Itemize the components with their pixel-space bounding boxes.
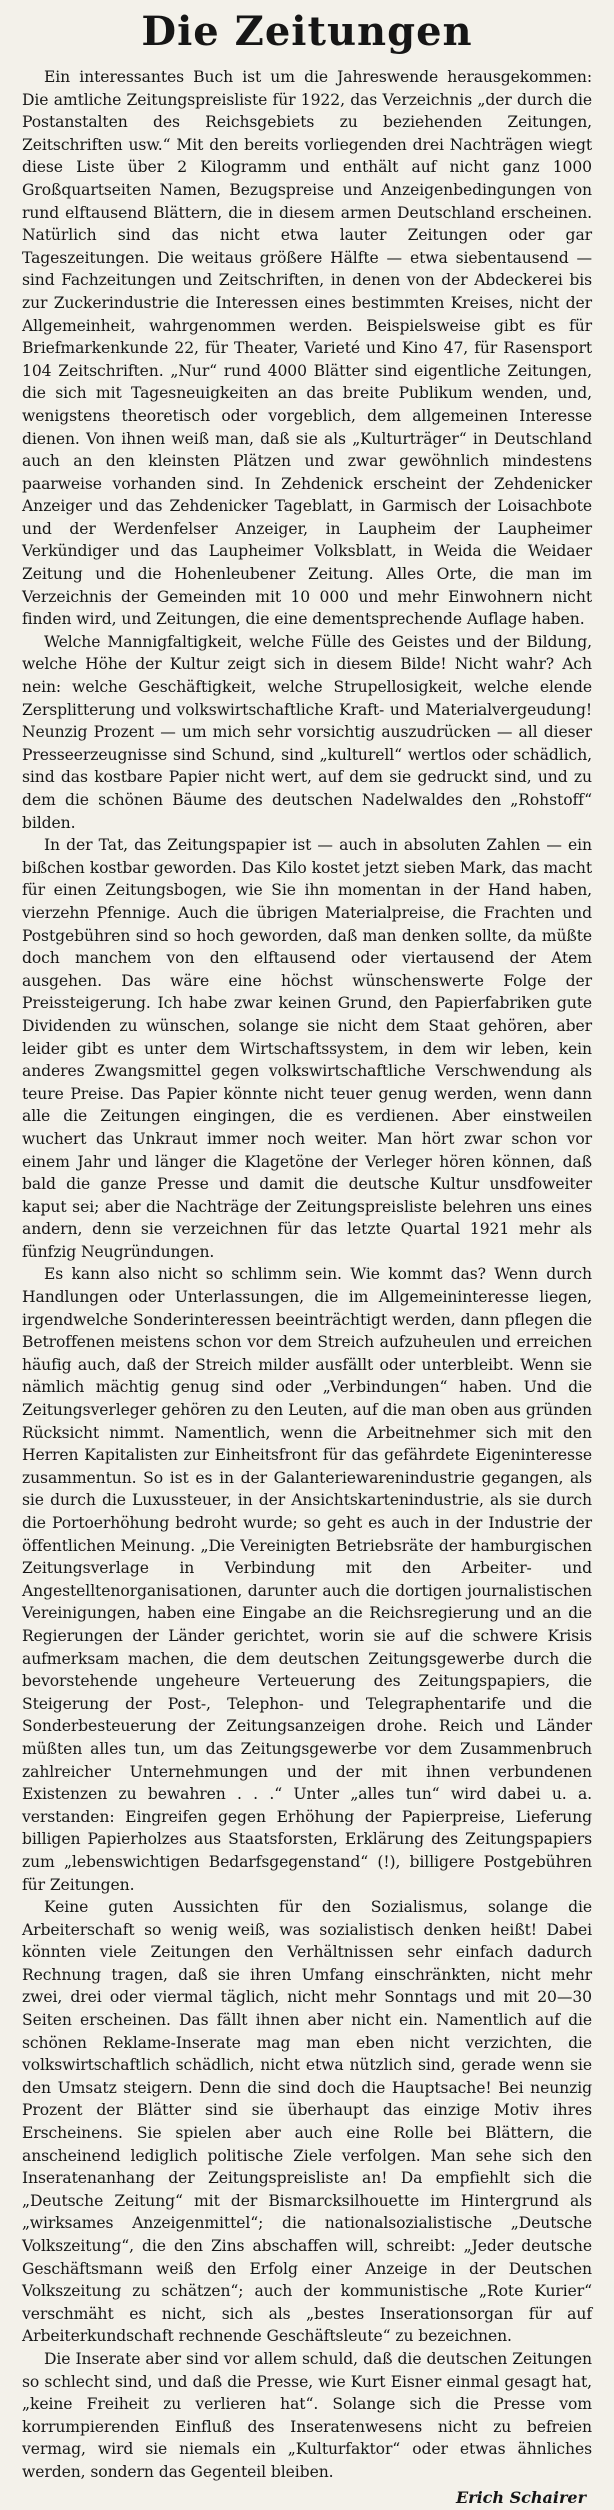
article-title: Die Zeitungen (141, 8, 473, 55)
paragraph: Keine guten Aussichten für den Sozialismus, solange die Arbeiterschaft so wenig weiß, was sozialistisch denken heißt! Dabei könnten viele Zeitungen den Verhältnissen sehr einfach dadurch Rechnung tragen, daß sie ihren Umfang einschränkten, nicht mehr zwei, drei oder viermal täglich, nicht mehr Sonntags und mit 20—30 Seiten erscheinen. Das fällt ihnen aber nicht ein. Namentlich auf die schönen Reklame-Inserate mag man eben nicht verzichten, die volkswirtschaftlich schädlich, nicht etwa nützlich sind, gerade wenn sie den Umsatz steigern. Denn die sind doch die Hauptsache! Bei neunzig Prozent der Blätter sind sie überhaupt das einzige Motiv ihres Erscheinens. Sie spielen aber auch eine Rolle bei Blättern, die anscheinend lediglich politische Ziele verfolgen. Man sehe sich den Inseratenanhang der Zeitungspreisliste an! Da empfiehlt sich die „Deutsche Zeitung“ mit der Bismarcksilhouette im Hintergrund als „wirksames Anzeigenmittel“; die nationalsozialistische „Deutsche Volkszeitung“, die den Zins abschaffen will, schreibt: „Jeder deutsche Geschäftsmann weiß den Erfolg einer Anzeige in der Deutschen Volkszeitung zu schätzen“; auch der kommunistische „Rote Kurier“ verschmäht es nicht, sich als „bestes Inserationsorgan für auf Arbeiterkundschaft rechnende Geschäftsleute“ zu bezeichnen. (22, 1898, 592, 2346)
article-body (22, 66, 592, 2484)
paragraph: Ein interessantes Buch ist um die Jahreswende herausgekommen: Die amtliche Zeitungspreisliste für 1922, das Verzeichnis „der durch die Postanstalten des Reichsgebiets zu beziehenden Zeitungen, Zeitschriften usw.“ Mit den bereits vorliegenden drei Nachträgen wiegt diese Liste über 2 Kilogramm und enthält auf nicht ganz 1000 Großquartseiten Namen, Bezugspreise und Anzeigenbedingungen von rund elftausend Blättern, die in diesem armen Deutschland erscheinen. Natürlich sind das nicht etwa lauter Zeitungen oder gar Tageszeitungen. Die weitaus größere Hälfte — etwa siebentausend — sind Fachzeitungen und Zeitschriften, in denen von der Abdeckerei bis zur Zuckerindustrie die Interessen eines bestimmten Kreises, nicht der Allgemeinheit, wahrgenommen werden. Beispielsweise gibt es für Briefmarkenkunde 22, für Theater, Varieté und Kino 47, für Rasensport 104 Zeitschriften. „Nur“ rund 4000 Blätter sind eigentliche Zeitungen, die sich mit Tagesneuigkeiten an das breite Publikum wenden, und, wenigstens theoretisch oder vorgeblich, dem allgemeinen Interesse dienen. Von ihnen weiß man, daß sie als „Kulturträger“ in Deutschland auch an den kleinsten Plätzen und zwar gewöhnlich mindestens paarweise vorhanden sind. In Zehdenick erscheint der Zehdenicker Anzeiger und das Zehdenicker Tageblatt, in Garmisch der Loisachbote und der Werdenfelser Anzeiger, in Laupheim der Laupheimer Verkündiger und das Laupheimer Volksblatt, in Weida die Weidaer Zeitung und die Hohenleubener Zeitung. Alles Orte, die man im Verzeichnis der Gemeinden mit 10 000 und mehr Einwohnern nicht finden wird, und Zeitungen, die eine dementsprechende Auflage haben. (22, 68, 592, 629)
paragraph: Die Inserate aber sind vor allem schuld, daß die deutschen Zeitungen so schlecht sind, und daß die Presse, wie Kurt Eisner einmal gesagt hat, „keine Freiheit zu verlieren hat“. Solange sich die Presse vom korrumpierenden Einfluß des Inseratenwesens nicht zu befreien vermag, wird sie niemals ein „Kulturfaktor“ oder etwas ähnliches werden, sondern das Gegenteil bleiben. (22, 2349, 592, 2481)
author-byline: Erich Schairer (455, 2487, 586, 2507)
paragraph: In der Tat, das Zeitungspapier ist — auch in absoluten Zahlen — ein bißchen kostbar geworden. Das Kilo kostet jetzt sieben Mark, das macht für einen Zeitungsbogen, wie Sie ihn momentan in der Hand haben, vierzehn Pfennige. Auch die übrigen Materialpreise, die Frachten und Postgebühren sind so hoch geworden, daß man denken sollte, da müßte doch manchem von den elftausend oder viertausend der Atem ausgehen. Das wäre eine höchst wünschenswerte Folge der Preissteigerung. Ich habe zwar keinen Grund, den Papierfabriken gute Dividenden zu wünschen, solange sie nicht dem Staat gehören, aber leider gibt es unter dem Wirtschaftssystem, in dem wir leben, kein anderes Zwangsmittel gegen volkswirtschaftliche Verschwendung als teure Preise. Das Papier könnte nicht teuer genug werden, wenn dann alle die Zeitungen eingingen, die es verdienen. Aber einstweilen wuchert das Unkraut immer noch weiter. Man hört zwar schon vor einem Jahr und länger die Klagetöne der Verleger hören können, daß bald die ganze Presse und damit die deutsche Kultur unsdfoweiter kaput sei; aber die Nachträge der Zeitungspreisliste belehren uns eines andern, denn sie verzeichnen für das letzte Quartal 1921 mehr als fünfzig Neugründungen. (22, 836, 592, 1261)
paragraph: Welche Mannigfaltigkeit, welche Fülle des Geistes und der Bildung, welche Höhe der Kultur zeigt sich in diesem Bilde! Nicht wahr? Ach nein: welche Geschäftigkeit, welche Strupellosigkeit, welche elende Zersplitterung und volkswirtschaftliche Kraft- und Materialvergeudung! Neunzig Prozent — um mich sehr vorsichtig auszudrücken — all dieser Presseerzeugnisse sind Schund, sind „kulturell“ wertlos oder schädlich, sind das kostbare Papier nicht wert, auf dem sie gedruckt sind, und zu dem die schönen Bäume des deutschen Nadelwaldes den „Rohstoff“ bilden. (22, 632, 592, 832)
paragraph: Es kann also nicht so schlimm sein. Wie kommt das? Wenn durch Handlungen oder Unterlassungen, die im Allgemeininteresse liegen, irgendwelche Sonderinteressen beeinträchtigt werden, dann pflegen die Betroffenen meistens schon vor dem Streich aufzuheulen und erreichen häufig auch, daß der Streich milder ausfällt oder unterbleibt. Wenn sie nämlich mächtig genug sind oder „Verbindungen“ haben. Und die Zeitungsverleger gehören zu den Leuten, auf die man oben aus gründen Rücksicht nimmt. Namentlich, wenn die Arbeitnehmer sich mit den Herren Kapitalisten zur Einheitsfront für das gefährdete Eigeninteresse zusammentun. So ist es in der Galanteriewarenindustrie gegangen, als sie durch die Luxussteuer, in der Ansichtskartenindustrie, als sie durch die Portoerhöhung bedroht wurde; so geht es auch in der Industrie der öffentlichen Meinung. „Die Vereinigten Betriebsräte der hamburgischen Zeitungsverlage in Verbindung mit den Arbeiter- und Angestelltenorganisationen, darunter auch die dortigen journalistischen Vereinigungen, haben eine Eingabe an die Reichsregierung und an die Regierungen der Länder gerichtet, worin sie auf die schwere Krisis aufmerksam machen, die dem deutschen Zeitungsgewerbe durch die bevorstehende ungeheure Verteuerung des Zeitungspapiers, die Steigerung der Post-, Telephon- und Telegraphentarife und die Sonderbesteuerung der Zeitungsanzeigen drohe. Reich und Länder müßten alles tun, um das Zeitungsgewerbe vor dem Zusammenbruch zahlreicher Unternehmungen und der mit ihnen verbundenen Existenzen zu bewahren . . .“ Unter „alles tun“ wird dabei u. a. verstanden: Eingreifen gegen Erhöhung der Papierpreise, Lieferung billigen Papierholzes aus Staatsforsten, Erklärung des Zeitungspapiers zum „lebenswichtigen Bedarfsgegenstand“ (!), billigere Postgebühren für Zeitungen. (22, 1265, 592, 1894)
